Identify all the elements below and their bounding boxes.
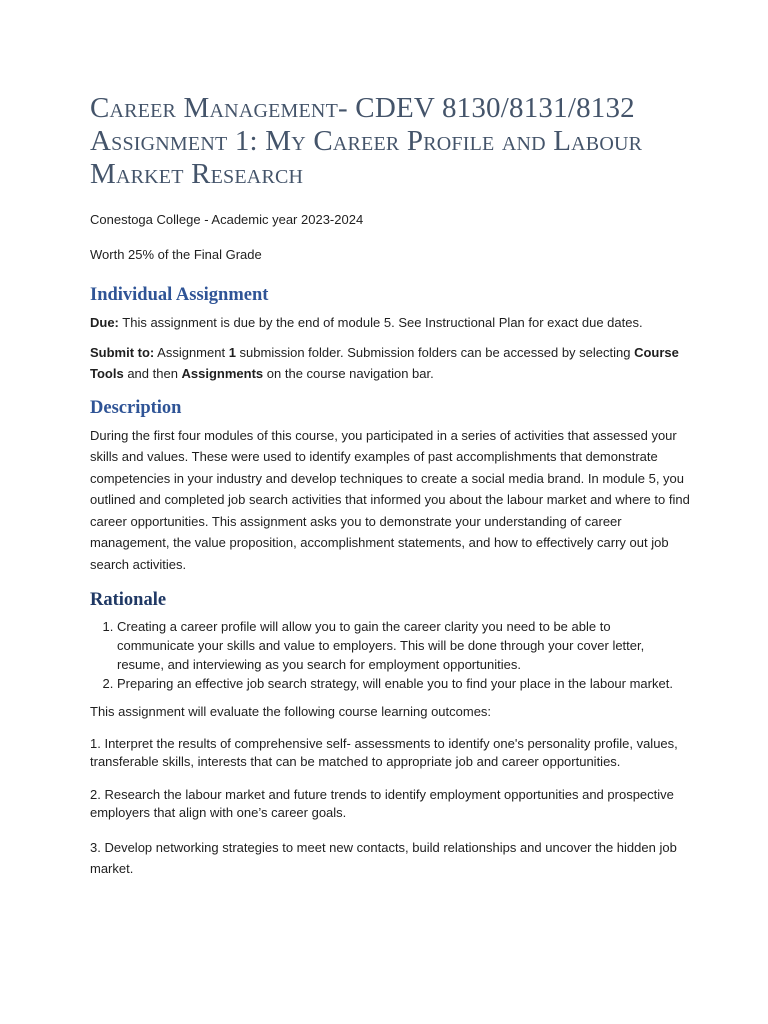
due-text: This assignment is due by the end of module 5. See Instructional Plan for exact due dates. <box>118 315 643 330</box>
document-page <box>90 92 690 894</box>
description-text: During the first four modules of this course, you participated in a series of activities that assessed your skills and values. These were used to identify examples of past accomplishments that demonstrate competencies in your industry and develop techniques to create a social media brand. In module 5, you outlined and completed job search activities that informed you about the labour market and where to find career opportunities. This assignment asks you to demonstrate your understanding of career management, the value proposition, accomplishment statements, and how to effectively carry out job search activities. <box>90 427 690 572</box>
rationale-section <box>90 589 690 880</box>
worth-line: Worth 25% of the Final Grade <box>90 247 262 262</box>
course-tools-label: Course Tools <box>90 344 679 381</box>
assignments-label: Assignments <box>181 366 264 381</box>
rationale-heading: Rationale <box>90 590 167 610</box>
list-item: 1. Creating a career profile will allow you to gain the career clarity you need to be able to communicate your skills and value to employers. This will be done through your cover letter, resume, and interviewing as you search for employment opportunities. <box>117 617 690 674</box>
submit-text: on the course navigation bar. <box>263 366 434 381</box>
due-paragraph <box>90 312 690 334</box>
submit-label: Submit to: <box>90 344 155 360</box>
outcomes-intro: This assignment will evaluate the following course learning outcomes: <box>90 704 492 719</box>
outcome-item: 1. Interpret the results of comprehensive self- assessments to identify one's personality profile, values, transferable skills, interests that can be matched to appropriate job and career opportunities. <box>90 735 678 769</box>
submit-text: submission folder. Submission folders can be accessed by selecting <box>235 344 635 360</box>
submit-text: and then <box>123 366 182 381</box>
list-item: 2. Preparing an effective job search strategy, will enable you to find your place in the labour market. <box>117 674 690 693</box>
individual-assignment-heading: Individual Assignment <box>90 285 269 305</box>
document-title <box>90 92 690 191</box>
submit-paragraph <box>90 342 690 385</box>
outcome-item: 2. Research the labour market and future trends to identify employment opportunities and prospective employers that align with one’s career goals. <box>90 786 674 820</box>
description-heading: Description <box>90 397 182 418</box>
description-section <box>90 397 690 576</box>
title-line-3: Market Research <box>90 158 304 190</box>
title-line-1: Career Management- CDEV 8130/8131/8132 <box>90 92 635 124</box>
assignment-number: 1 <box>228 344 236 360</box>
submit-text: Assignment <box>154 344 229 360</box>
rationale-list <box>90 617 690 693</box>
outcome-item: 3. Develop networking strategies to meet new contacts, build relationships and uncover the hidden job market. <box>90 839 677 876</box>
college-line: Conestoga College - Academic year 2023-2024 <box>90 212 364 227</box>
title-line-2: Assignment 1: My Career Profile and Labour <box>90 125 643 157</box>
individual-assignment-section <box>90 284 690 385</box>
due-label: Due: <box>90 315 119 330</box>
